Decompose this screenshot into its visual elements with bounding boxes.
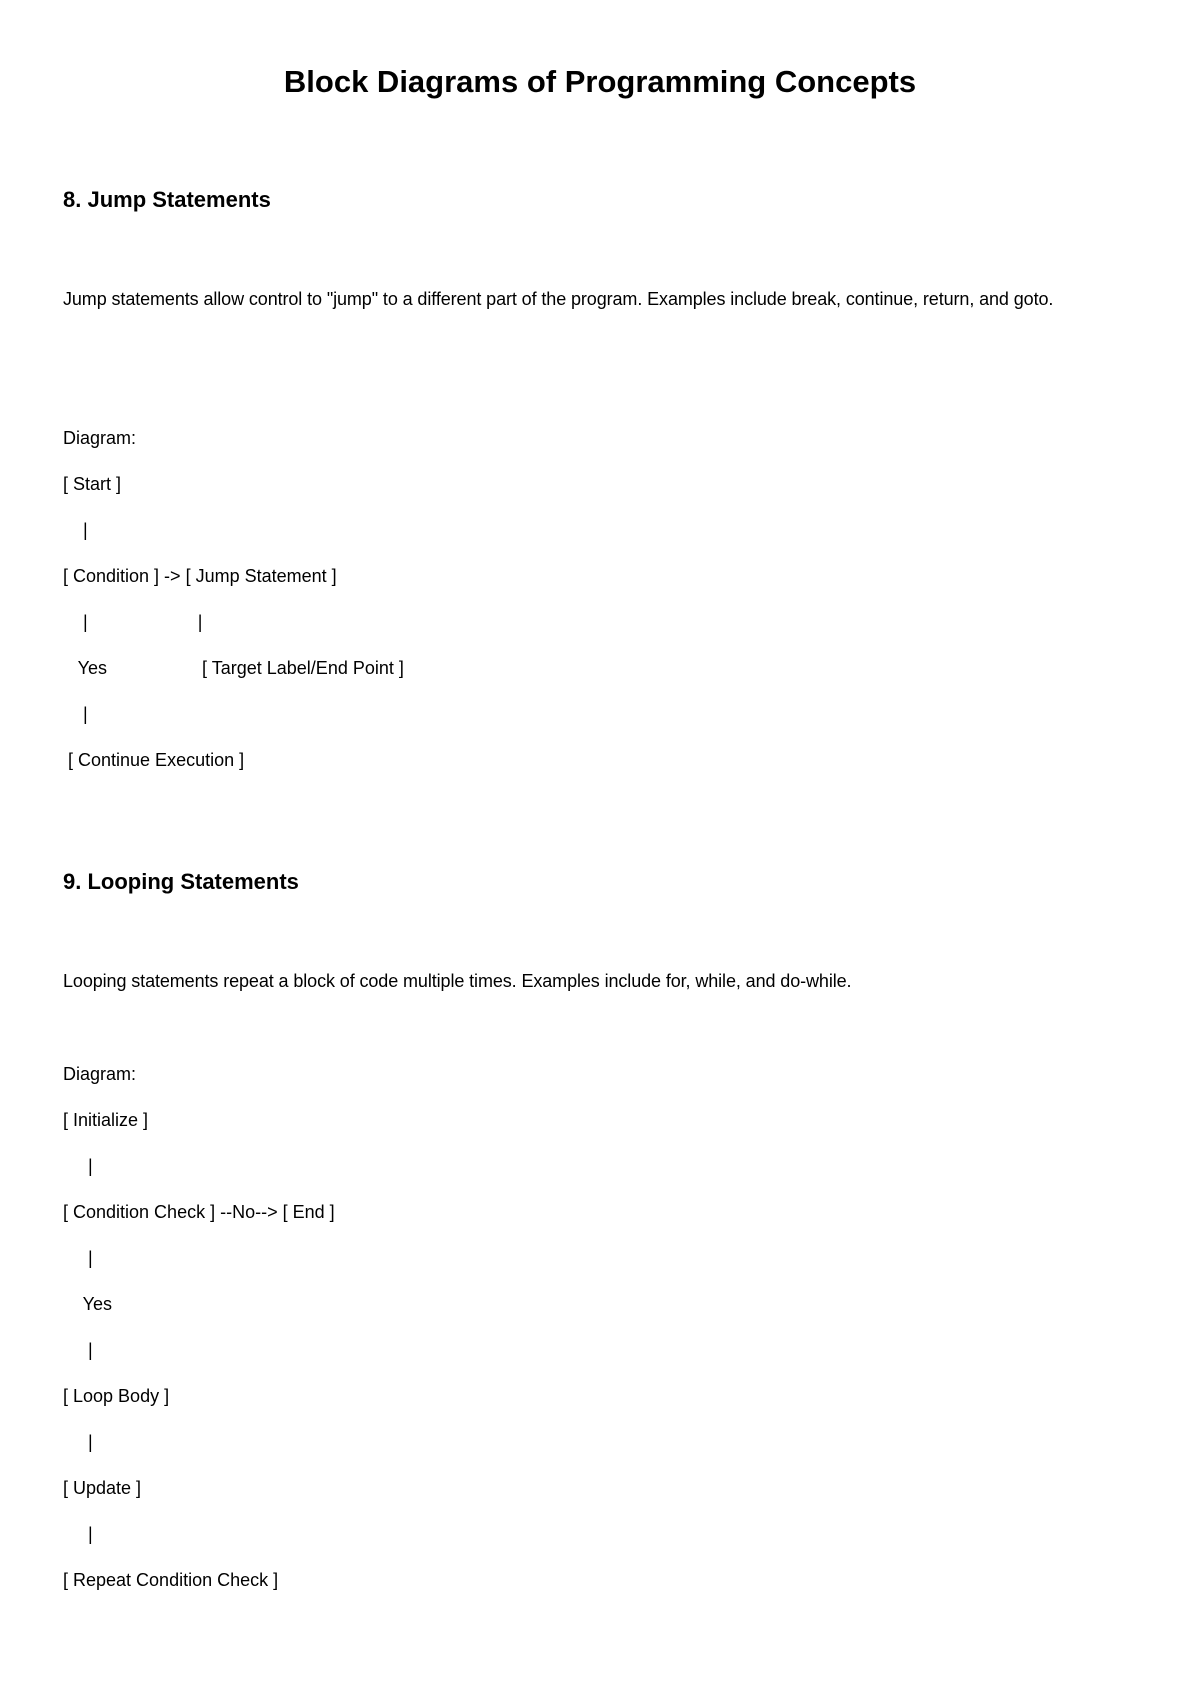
diagram-line: [ Start ]: [63, 474, 122, 494]
diagram-label: Diagram:: [63, 428, 137, 448]
diagram-line: |: [63, 520, 88, 540]
section-paragraph-jump-statements: Jump statements allow control to "jump" to a different part of the program. Examples include break, continue, return, and goto.: [63, 289, 1054, 309]
diagram-line: |: [63, 1524, 93, 1544]
section-heading-looping-statements: 9. Looping Statements: [63, 869, 299, 894]
diagram-line: [ Update ]: [63, 1478, 142, 1498]
diagram-line: [ Condition Check ] --No--> [ End ]: [63, 1202, 335, 1222]
diagram-line: | |: [63, 612, 203, 632]
diagram-line: Yes: [63, 1294, 113, 1314]
diagram-line: [ Loop Body ]: [63, 1386, 170, 1406]
diagram-line: |: [63, 704, 88, 724]
diagram-line: [ Repeat Condition Check ]: [63, 1570, 279, 1590]
diagram-label: Diagram:: [63, 1064, 137, 1084]
diagram-line: [ Condition ] -> [ Jump Statement ]: [63, 566, 337, 586]
diagram-line: [ Continue Execution ]: [63, 750, 245, 770]
section-paragraph-looping-statements: Looping statements repeat a block of code multiple times. Examples include for, while, and do-while.: [63, 971, 852, 991]
diagram-line: |: [63, 1248, 93, 1268]
diagram-line: |: [63, 1340, 93, 1360]
diagram-line: |: [63, 1432, 93, 1452]
jump-statements-diagram: [63, 415, 404, 783]
page-title: Block Diagrams of Programming Concepts: [283, 64, 917, 99]
looping-statements-diagram: [63, 1051, 335, 1603]
diagram-line: [ Initialize ]: [63, 1110, 149, 1130]
diagram-line: Yes [ Target Label/End Point ]: [63, 658, 404, 678]
diagram-line: |: [63, 1156, 93, 1176]
section-heading-jump-statements: 8. Jump Statements: [63, 187, 271, 212]
